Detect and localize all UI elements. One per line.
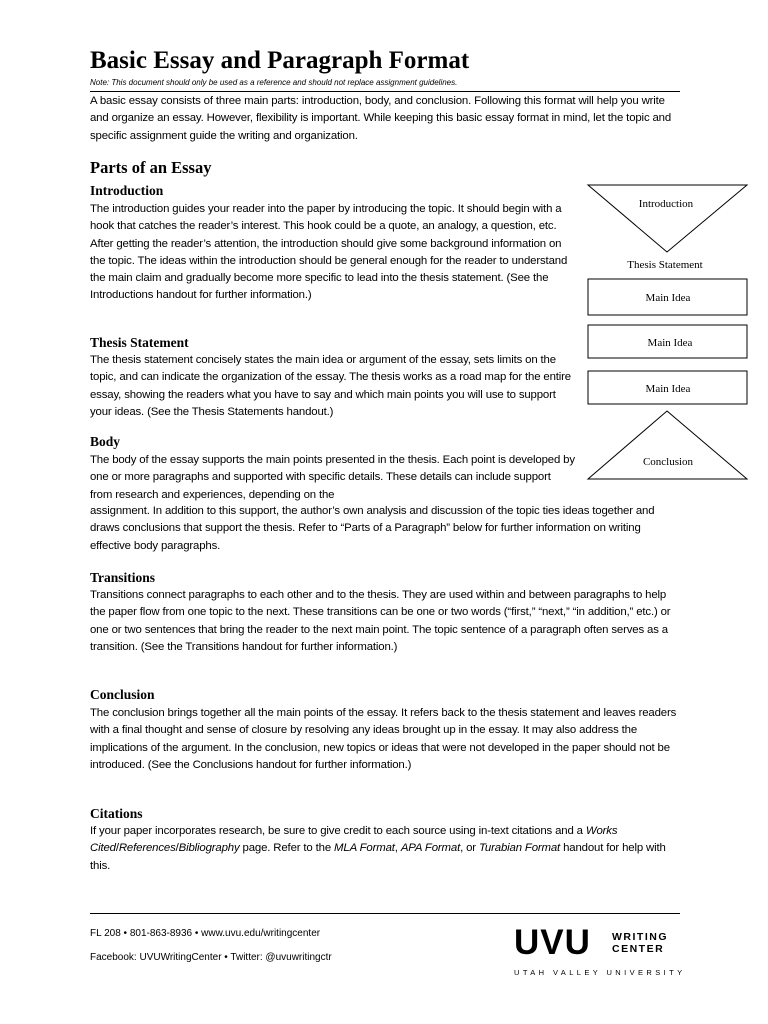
diagram-main-idea-3-label: Main Idea bbox=[645, 383, 691, 395]
conclusion-funnel-shape bbox=[588, 411, 747, 479]
citations-works-cited: Works Cited bbox=[90, 825, 618, 855]
citations-text-part: , or bbox=[460, 842, 479, 855]
introduction-text: The introduction guides your reader into the paper by introducing the topic. It should begin with a hook that catches the reader’s interest. This hook could be a quote, an analogy, a question, etc. After getting the reader’s attention, the introduction should give some background information on the topic. The ideas within the introduction should be general enough for the reader to understand the main claim and gradually become more specific to lead into the thesis statement. (See the Introductions handout for further information.) bbox=[90, 203, 568, 302]
reference-note: Note: This document should only be used as a reference and should not replace assignment guidelines. bbox=[90, 78, 458, 87]
citations-bibliography: Bibliography bbox=[178, 842, 240, 855]
diagram-conclusion-label: Conclusion bbox=[642, 456, 694, 468]
citations-text-part: If your paper incorporates research, be sure to give credit to each source using in-text citations and a bbox=[90, 825, 586, 837]
intro-paragraph: A basic essay consists of three main parts: introduction, body, and conclusion. Following this format will help you write and organize an essay. However, flexibility is important. While keeping this basic essay format in mind, let the topic and specific assignment guide the writing and organization. bbox=[90, 95, 672, 142]
citations-separator: / bbox=[115, 842, 119, 855]
header-rule bbox=[90, 91, 680, 92]
citations-text-part: , bbox=[394, 842, 401, 855]
logo-uvu-wordmark: UVU bbox=[514, 923, 591, 962]
diagram-main-idea-2-label: Main Idea bbox=[647, 337, 693, 349]
conclusion-heading: Conclusion bbox=[90, 687, 155, 702]
thesis-text: The thesis statement concisely states the main idea or argument of the essay, sets limits on the topic, and can indicate the organization of the essay. The thesis works as a road map for the entire essay, showing the readers what you have to say and which main points you will use to support your ideas. (See the Thesis Statements handout.) bbox=[90, 354, 571, 418]
uvu-writing-center-logo bbox=[514, 923, 686, 979]
citations-mla-format: MLA Format bbox=[334, 842, 395, 855]
footer-contact-line: FL 208 • 801-863-8936 • www.uvu.edu/writingcenter bbox=[90, 928, 321, 939]
footer-social-line: Facebook: UVUWritingCenter • Twitter: @uvuwritingctr bbox=[90, 952, 332, 963]
citations-heading: Citations bbox=[90, 806, 143, 821]
diagram-introduction-label: Introduction bbox=[638, 198, 694, 210]
diagram-thesis-label: Thesis Statement bbox=[627, 259, 703, 271]
citations-references: References bbox=[118, 842, 176, 855]
citations-apa-format: APA Format bbox=[400, 842, 461, 855]
introduction-funnel-shape bbox=[588, 185, 747, 252]
transitions-heading: Transitions bbox=[90, 570, 156, 585]
citations-text-part: handout for help with this. bbox=[90, 842, 666, 872]
citations-turabian-format: Turabian Format bbox=[478, 842, 561, 855]
section-heading: Parts of an Essay bbox=[90, 158, 212, 177]
body-heading: Body bbox=[90, 434, 121, 449]
logo-university-name: UTAH VALLEY UNIVERSITY bbox=[514, 968, 686, 977]
footer-rule bbox=[90, 913, 680, 914]
logo-writing-word: WRITING bbox=[612, 931, 668, 943]
conclusion-text: The conclusion brings together all the main points of the essay. It refers back to the thesis statement and leaves readers with a final thought and sense of closure by resolving any ideas brought up in the essay. It may also address the implications of the argument. In the conclusion, new topics or ideas that were not developed in the paper should not be introduced. (See the Conclusions handout for further information.) bbox=[90, 707, 677, 771]
citations-text bbox=[90, 823, 680, 875]
transitions-text: Transitions connect paragraphs to each other and to the thesis. They are used within and between paragraphs to help the paper flow from one topic to the next. These transitions can be one or two words (“first,” “next,” “in addition,” etc.) or one or two sentences that bring the reader to the next main point. The topic sentence of a paragraph often serves as a transition. (See the Transitions handout for further information.) bbox=[90, 589, 671, 653]
citations-separator: / bbox=[175, 842, 179, 855]
diagram-main-idea-1-label: Main Idea bbox=[645, 292, 691, 304]
introduction-heading: Introduction bbox=[90, 183, 164, 198]
logo-center-word: CENTER bbox=[612, 943, 665, 955]
body-text-narrow: The body of the essay supports the main points presented in the thesis. Each point is developed by one or more paragraphs and supported with specific details. These details can include support from research and experiences, depending on the bbox=[90, 454, 575, 501]
thesis-heading: Thesis Statement bbox=[90, 335, 189, 350]
document-title: Basic Essay and Paragraph Format bbox=[90, 47, 470, 74]
body-text-wide: assignment. In addition to this support, the author’s own analysis and discussion of the topic ties ideas together and draws conclusions that support the thesis. Refer to “Parts of a Paragraph” below for further information on writing effective body paragraphs. bbox=[90, 505, 655, 552]
essay-structure-diagram bbox=[584, 182, 752, 492]
citations-text-part: page. Refer to the bbox=[239, 842, 335, 855]
logo-writing-center bbox=[612, 931, 668, 955]
